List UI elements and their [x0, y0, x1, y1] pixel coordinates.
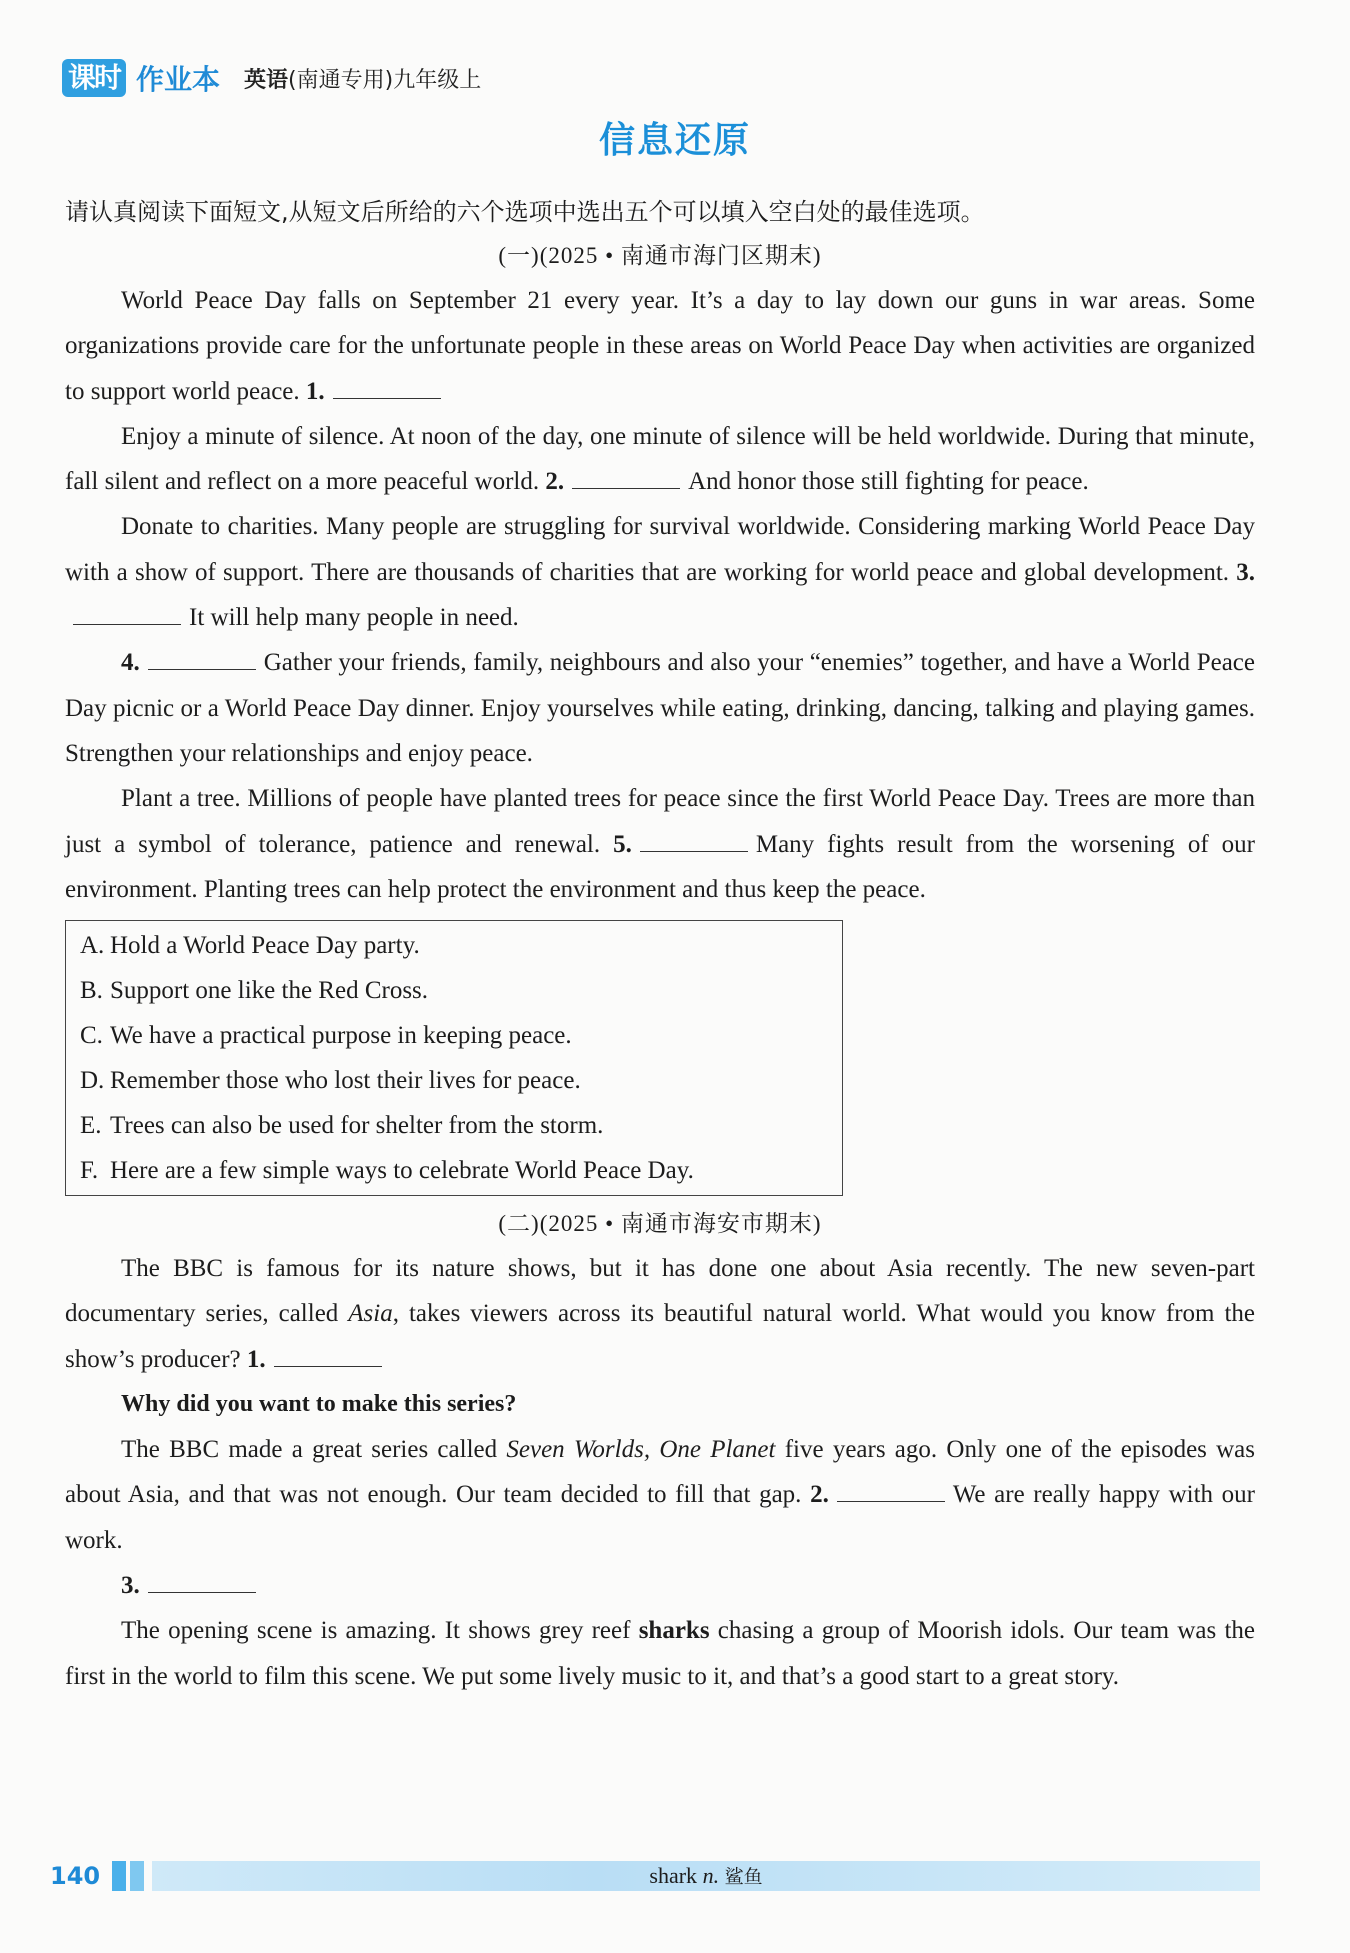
footer-gloss-strip: [152, 1861, 1260, 1891]
answer-blank-s1-2[interactable]: [572, 470, 680, 489]
section-2-heading: (二)(2025 • 南通市海安市期末): [498, 1211, 822, 1237]
option-b: B. Support one like the Red Cross.: [80, 977, 429, 1005]
s1-paragraph-2: Enjoy a minute of silence. At noon of the day, one minute of silence will be held worldwide. During that minute, fall silent and reflect on a more peaceful world. 2. And honor those still fighting for peace.: [65, 422, 1255, 496]
s2-paragraph-1: The BBC is famous for its nature shows, but it has done one about Asia recently. The new seven-part documentary series, called Asia, takes viewers across its beautiful natural world. What would you know from the show’s producer? 1.: [65, 1255, 1255, 1373]
answer-blank-s2-2[interactable]: [837, 1483, 945, 1502]
answer-blank-s2-3[interactable]: [148, 1574, 256, 1593]
blank-number: 1.: [305, 377, 325, 405]
option-c: C. We have a practical purpose in keeping peace.: [80, 1022, 572, 1050]
blank-number: 1.: [246, 1345, 266, 1373]
footer-bar: [112, 1861, 126, 1891]
page-number: 140: [50, 1862, 101, 1890]
blank-number: 2.: [545, 468, 565, 496]
instruction-text: 请认真阅读下面短文,从短文后所给的六个选项中选出五个可以填入空白处的最佳选项。: [65, 198, 985, 226]
book-series-name: 作业本: [136, 63, 221, 96]
blank-number: 2.: [810, 1481, 829, 1509]
s1-paragraph-5: Plant a tree. Millions of people have planted trees for peace since the first World Peace Day. Trees are more than just a symbol of tolerance, patience and renewal. 5. Many fights result from the worsening of our environment. Planting trees can help protect the environment and thus keep the peace.: [65, 785, 1255, 903]
s2-paragraph-2: The BBC made a great series called Seven Worlds, One Planet five years ago. Only one of the episodes was about Asia, and that was not enough. Our team decided to fill that gap. 2. We are really happy with our work.: [65, 1436, 1256, 1554]
footer-bar: [130, 1861, 144, 1891]
s1-paragraph-4: 4. Gather your friends, family, neighbours and also your “enemies” together, and have a World Peace Day picnic or a World Peace Day dinner. Enjoy yourselves while eating, drinking, dancing, talking and playing games. Strengthen your relationships and enjoy peace.: [65, 649, 1255, 767]
blank-number: 4.: [121, 649, 140, 677]
answer-blank-s1-4[interactable]: [148, 651, 256, 670]
option-e: E. Trees can also be used for shelter from the storm.: [80, 1112, 604, 1140]
page-footer: [50, 1858, 1260, 1894]
answer-blank-s1-5[interactable]: [640, 833, 748, 852]
blank-number: 3.: [121, 1571, 140, 1599]
page-title: 信息还原: [598, 120, 751, 161]
option-f: F. Here are a few simple ways to celebrate World Peace Day.: [80, 1157, 694, 1185]
book-logo: 课时: [62, 59, 126, 97]
s2-paragraph-3: The opening scene is amazing. It shows grey reef sharks chasing a group of Moorish idols. Our team was the first in the world to film this scene. We put some lively music to it, and that’s a good start to a great story.: [65, 1617, 1255, 1690]
book-subject: 英语(南通专用)九年级上: [244, 67, 482, 93]
blank-number: 3.: [1236, 558, 1255, 586]
book-header: [62, 58, 481, 98]
page-content: [65, 190, 1255, 1699]
vocabulary-gloss: shark n. 鲨鱼: [649, 1863, 763, 1888]
answer-blank-s2-1[interactable]: [274, 1348, 382, 1367]
interview-question: Why did you want to make this series?: [121, 1391, 517, 1418]
option-d: D. Remember those who lost their lives for peace.: [80, 1067, 581, 1095]
s1-paragraph-1: World Peace Day falls on September 21 every year. It’s a day to lay down our guns in war areas. Some organizations provide care for the unfortunate people in these areas on World Peace Day when activities are organized to support world peace. 1.: [65, 287, 1255, 405]
answer-blank-s1-1[interactable]: [333, 380, 441, 399]
option-a: A. Hold a World Peace Day party.: [80, 932, 420, 960]
blank-number: 5.: [613, 830, 632, 858]
section-1-heading: (一)(2025 • 南通市海门区期末): [498, 243, 822, 268]
options-box: [65, 920, 843, 1196]
s2-question-3-line: [65, 1563, 1255, 1608]
answer-blank-s1-3[interactable]: [73, 606, 181, 625]
s1-paragraph-3: Donate to charities. Many people are struggling for survival worldwide. Considering marking World Peace Day with a show of support. There are thousands of charities that are working for world peace and global development. 3.It will help many people in need.: [65, 513, 1255, 632]
